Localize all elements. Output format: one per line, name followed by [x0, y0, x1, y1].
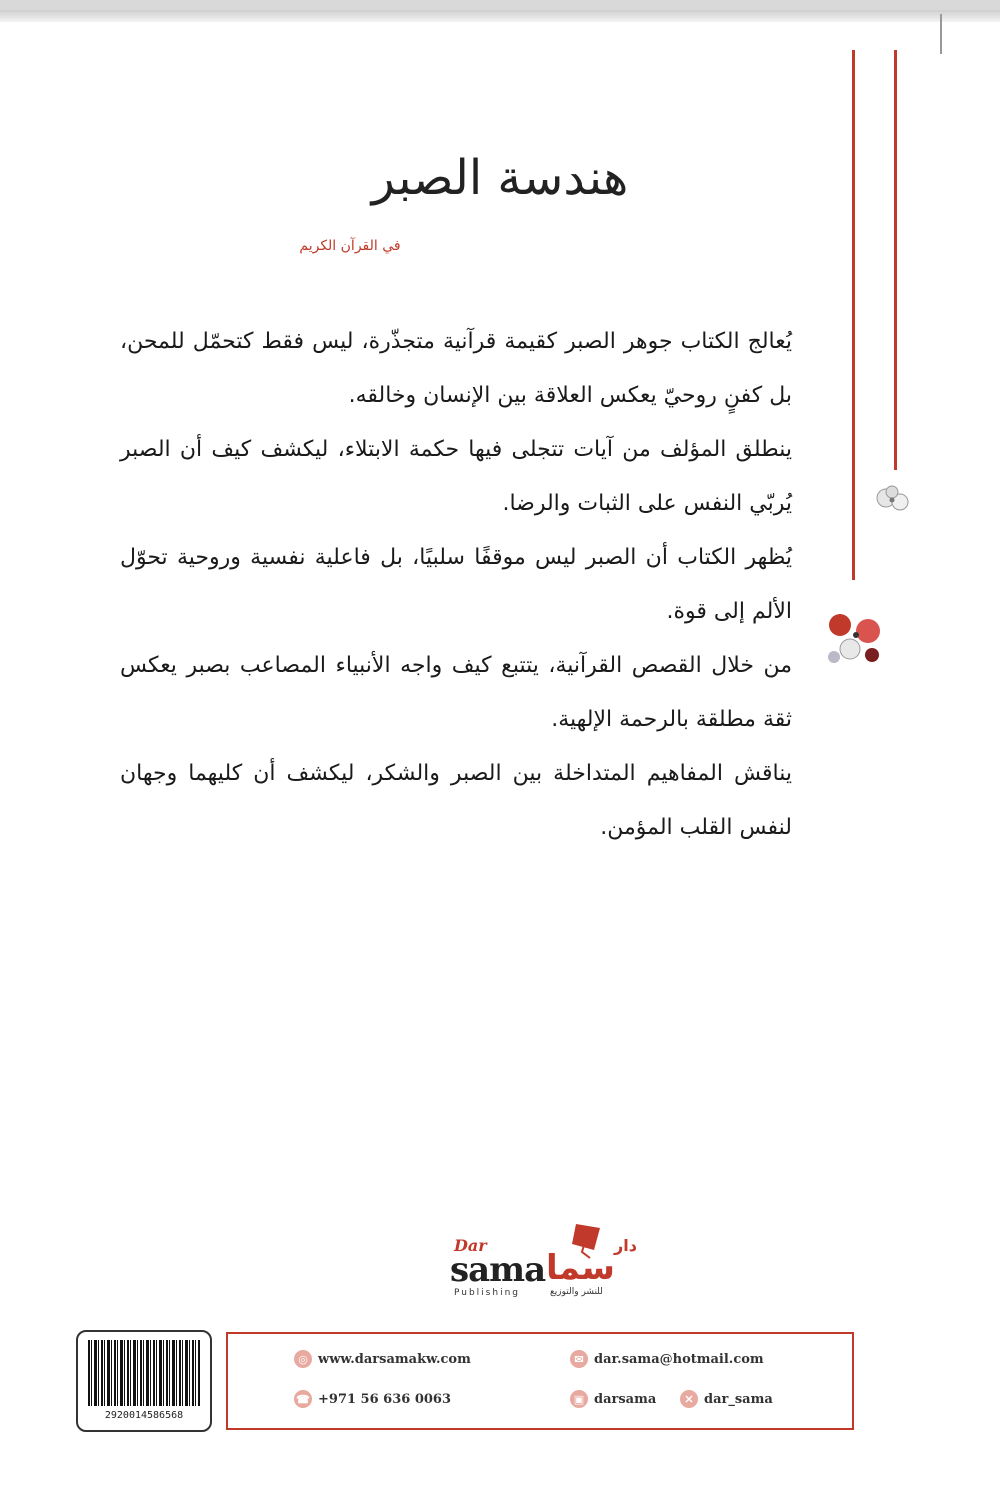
isbn-barcode [76, 1330, 212, 1432]
publisher-logo [450, 1220, 650, 1300]
book-title: هندسة الصبر [371, 150, 629, 206]
mail-icon: ✉ [570, 1350, 588, 1368]
top-shadow [0, 10, 1000, 22]
small-flower-decoration [868, 480, 918, 520]
blurb-paragraph: يُعالج الكتاب جوهر الصبر كقيمة قرآنية متجذّرة، ليس فقط كتحمّل للمحن، بل كفنٍ روحيّ يعكس العلاقة بين الإنسان وخالقه. [120, 329, 792, 408]
red-flower-decoration [820, 605, 892, 675]
edge-mark [940, 14, 942, 54]
contact-info-box [226, 1332, 854, 1430]
instagram-text: darsama [594, 1391, 657, 1407]
publisher-name-ar: سما [546, 1248, 615, 1288]
x-icon: ✕ [680, 1390, 698, 1408]
contact-website [294, 1350, 471, 1368]
red-vertical-line-left [852, 50, 855, 580]
red-vertical-line-right [894, 50, 897, 470]
email-text: dar.sama@hotmail.com [594, 1351, 764, 1367]
publisher-name-en: sama [450, 1250, 546, 1290]
phone-icon: ☎ [294, 1390, 312, 1408]
book-back-cover [0, 10, 1000, 1500]
publisher-tagline-en: Publishing [454, 1288, 520, 1298]
blurb-paragraph: من خلال القصص القرآنية، يتتبع كيف واجه الأنبياء المصاعب بصبر يعكس ثقة مطلقة بالرحمة الإلهية. [120, 653, 792, 732]
blurb [120, 315, 792, 855]
book-subtitle: في القرآن الكريم [299, 238, 401, 254]
x-handle-text: dar_sama [704, 1391, 773, 1407]
barcode-bars [88, 1340, 200, 1406]
publisher-dar-ar: دار [614, 1236, 637, 1255]
barcode-number: 2920014586568 [104, 1410, 184, 1421]
blurb-paragraph: يناقش المفاهيم المتداخلة بين الصبر والشكر، ليكشف أن كليهما وجهان لنفس القلب المؤمن. [120, 761, 792, 840]
globe-icon: ◎ [294, 1350, 312, 1368]
contact-email [570, 1350, 764, 1368]
website-text: www.darsamakw.com [318, 1351, 471, 1367]
phone-text: +971 56 636 0063 [318, 1391, 452, 1407]
blurb-paragraph: يُظهر الكتاب أن الصبر ليس موقفًا سلبيًا، بل فاعلية نفسية وروحية تحوّل الألم إلى قوة. [120, 545, 792, 624]
instagram-icon: ▣ [570, 1390, 588, 1408]
publisher-dar-en: Dar [454, 1236, 487, 1255]
contact-instagram [570, 1390, 656, 1408]
publisher-tagline-ar: للنشر والتوزيع [550, 1287, 603, 1297]
blurb-paragraph: ينطلق المؤلف من آيات تتجلى فيها حكمة الابتلاء، ليكشف كيف أن الصبر يُربّي النفس على الثبات والرضا. [120, 437, 792, 516]
contact-phone [294, 1390, 451, 1408]
contact-x [680, 1390, 773, 1408]
